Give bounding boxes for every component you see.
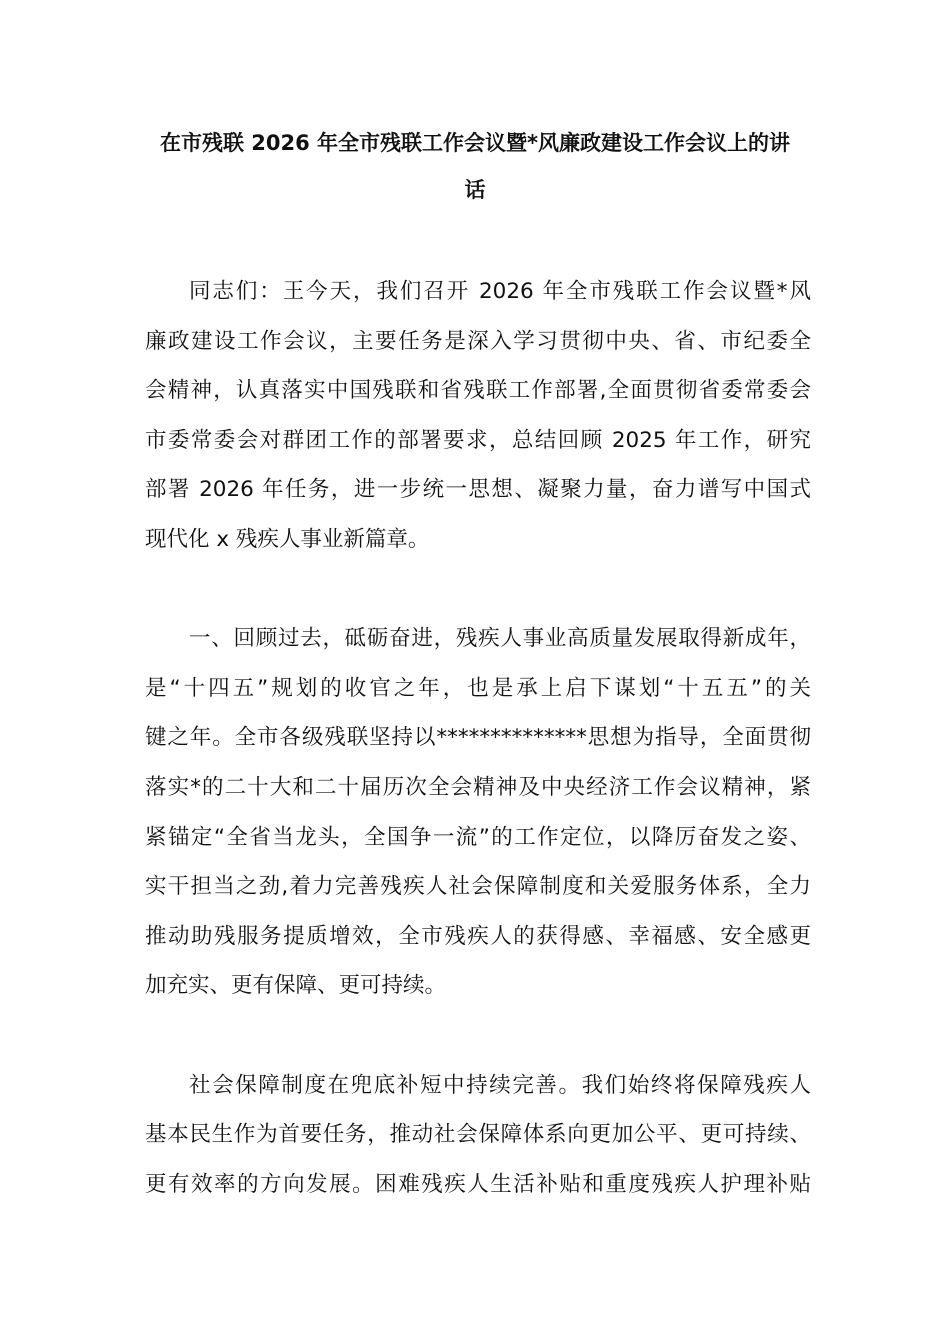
document-body — [145, 267, 811, 1259]
paragraph-line: 加充实、更有保障、更可持续。 — [145, 973, 447, 999]
paragraph-line: 社会保障制度在兜底补短中持续完善。我们始终将保障残疾人 — [189, 1072, 811, 1098]
paragraph — [145, 614, 811, 1011]
paragraph — [145, 1061, 811, 1210]
paragraph-line: 推动助残服务提质增效，全市残疾人的获得感、幸福感、安全感更 — [145, 923, 811, 949]
paragraph-line: 同志们：王今天，我们召开 2026 年全市残联工作会议暨*风 — [189, 279, 811, 304]
paragraph-line: 是“十四五”规划的收官之年，也是承上启下谋划“十五五”的关 — [145, 675, 811, 701]
paragraph-line: 会精神，认真落实中国残联和省残联工作部署,全面贯彻省委常委会 — [145, 378, 811, 404]
paragraph-line: 键之年。全市各级残联坚持以**************思想为指导，全面贯彻 — [145, 725, 811, 751]
title-line: 话 — [464, 178, 486, 202]
paragraph-line: 基本民生作为首要任务，推动社会保障体系向更加公平、更可持续、 — [145, 1122, 811, 1148]
paragraph-line: 市委常委会对群团工作的部署要求，总结回顾 2025 年工作，研究 — [145, 427, 811, 453]
paragraph-line: 实干担当之劲,着力完善残疾人社会保障制度和关爱服务体系，全力 — [145, 874, 811, 900]
paragraph-line: 更有效率的方向发展。困难残疾人生活补贴和重度残疾人护理补贴 — [145, 1171, 811, 1197]
document-title — [140, 120, 810, 214]
paragraph-line: 落实*的二十大和二十届历次全会精神及中央经济工作会议精神，紧 — [145, 774, 811, 800]
paragraph-line: 廉政建设工作会议，主要任务是深入学习贯彻中央、省、市纪委全 — [145, 328, 811, 354]
paragraph-line: 紧锚定“全省当龙头，全国争一流”的工作定位，以降厉奋发之姿、 — [145, 824, 811, 850]
title-line: 在市残联 2026 年全市残联工作会议暨*风廉政建设工作会议上的讲 — [159, 131, 791, 155]
paragraph-line: 现代化 x 残疾人事业新篇章。 — [145, 526, 430, 552]
paragraph-line: 一、回顾过去，砥砺奋进，残疾人事业高质量发展取得新成年， — [189, 626, 811, 652]
paragraph — [145, 267, 811, 565]
paragraph-line: 部署 2026 年任务，进一步统一思想、凝聚力量，奋力谱写中国式 — [145, 477, 811, 503]
